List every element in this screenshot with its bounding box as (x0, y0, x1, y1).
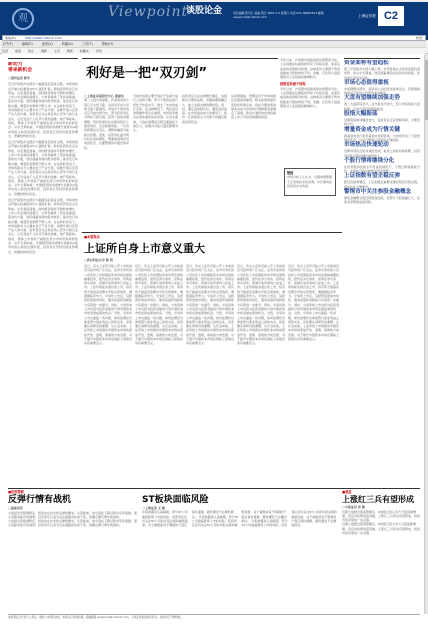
right-item (344, 127, 420, 143)
link-box-title: 链接 (287, 171, 294, 175)
right-item-body: 周二大盘探底回升，成交量有所放大，显示市场承接力量较强，后市有望延续强势格局。 (344, 102, 420, 111)
stop-button[interactable]: 停止 (27, 49, 34, 53)
right-item (344, 158, 420, 174)
link-box (284, 168, 336, 196)
right-item (344, 173, 420, 189)
right-item-title: 警惕市中关注参股金融概念 (344, 189, 412, 196)
bottom-right-author: □中原证券 张 刚 (342, 505, 365, 510)
bottom-right-title: 上涨红三兵有望形成 (342, 495, 414, 505)
right-item (344, 189, 420, 205)
left-body: 近日沪深股市在经历大幅震荡后逐步企稳，市场的热点开始从权重股向中小盘股扩散，新的投资机会正在形成。从宏观层面看，国内经济保持平稳较快增长，上市公司业绩持续提升，为市场提供了坚实的基础。流动性方面，居民储蓄持续向股市转移，基金发行持续火爆，增量资金源源不断入市。在这样的背景下，市场的新动力主要来自于产业升级、消费升级以及资产注入等方面。投资者应关注具有核心竞争力的行业龙头，以及受益于人民币升值的金融、地产等板块。同时，整体上市和资产重组也将为市场带来新的机会。从中长期来看，中国经济的持续增长将推动A股市场进入新的发展阶段，投资者应坚持价值投资理念，把握结构性机会。 (8, 82, 78, 138)
menu-edit[interactable]: 编辑(E) (21, 42, 33, 46)
menu-file[interactable]: 文件(F) (2, 42, 13, 46)
go-button[interactable]: 转到 (415, 36, 422, 40)
right-item-body: 周三沪深股市出现大幅下挫，市场普遍认为是资金面趋紧所致。但从中长期看，居民储蓄搬家的趋势仍将延续，资金面有望逐步趋松。 (344, 67, 420, 80)
left-body-repeat-2: 近日沪深股市在经历大幅震荡后逐步企稳，市场的热点开始从权重股向中小盘股扩散，新的投资机会正在形成。从宏观层面看，国内经济保持平稳较快增长，上市公司业绩持续提升，为市场提供了坚实的基础。流动性方面，居民储蓄持续向股市转移，基金发行持续火爆，增量资金源源不断入市。在这样的背景下，市场的新动力主要来自于产业升级、消费升级以及资产注入等方面。投资者应关注具有核心竞争力的行业龙头，以及受益于人民币升值的金融、地产等板块。同时，整体上市和资产重组也将为市场带来新的机会。从中长期来看，中国经济的持续增长将推动A股市场进入新的发展阶段，投资者应坚持价值投资理念，把握结构性机会。 (8, 198, 78, 254)
address-label: 地址(D) (5, 36, 16, 40)
menu-favorites[interactable]: 收藏(A) (61, 42, 73, 46)
mid-kicker: ■本版观点 (84, 235, 100, 239)
bottom-left-body: 大盘经过连续调整后，短线存在技术性反弹的要求。从量能看，成交量在下跌过程中有所萎缩，显示杀跌动能有所减弱。投资者可以适当关注超跌的优质个股，把握反弹行情中的战机。 (8, 510, 138, 519)
refresh-button[interactable]: 刷新 (40, 49, 47, 53)
bottom-right-story (342, 490, 420, 612)
right-item-body: 在市场整体估值水平较高的情况下，个股行情将继续分化，业绩优良的品种更受资金青睐。 (344, 164, 420, 174)
left-kicker: 新动力 (8, 62, 23, 67)
main-col1: 周二大盘出现深跌，沪深两市的个股几乎全线下跌，这是近年来少见的全面下跌情况。市场对于利好的反应开始出现分化，部分投资者认为利好已经兑现，获利了结的意愿增强。利好政策往往在推动股价上涨的同时，也会积累风险，一旦市场预期发生变化，调整的幅度可能超出预期。因此，投资者在面对利好时应保持理性，既要看到利好带来的机会，也要警惕其中蕴含的风险。 (84, 98, 130, 150)
right-item-body: 经过连续调整后，上证指数在重要支撑位附近有望企稳，短线存在反弹要求。 (344, 180, 420, 189)
main-headline: 利好是一把“双刃剑” (86, 66, 208, 81)
bottom-rule (8, 488, 420, 489)
main-story (82, 94, 278, 226)
main-col5-cont: 今年以来，沪深两市指数表现出现明显分化。上证指数在权重股的带动下持续走强，而深证成指的表现相对较弱。这种差异主要源于两市指数成分股结构的不同，金融、石化等大盘蓝筹股对上证指数的影响较大。 (280, 86, 340, 108)
mid-author: □武汉科技大学 陈 明 (84, 258, 113, 262)
bottom-right-body: 近期大盘经过震荡整理后，K线组合显示多方力量逐渐增强，若后市能够放量突破，上涨红三兵形态有望形成，短线市场有望进一步走强。 (342, 509, 420, 523)
main-subhead: 指数差异源于结构 (280, 82, 306, 87)
right-item-title: 股指大幅振荡 (344, 111, 378, 118)
bottom-left-body-cont: 大盘经过连续调整后，短线存在技术性反弹的要求。从量能看，成交量在下跌过程中有所萎缩，显示杀跌动能有所减弱。投资者可以适当关注超跌的优质个股，把握反弹行情中的战机。 (8, 519, 138, 528)
bottom-mid-story (142, 490, 338, 612)
mid-col4: 近日，有关上证所可能公开上市的消息引起市场广泛关注。证券交易所的公司化和上市是国际资本市场发展的重要趋势，纽约证券交易所、伦敦证券交易所、香港交易所等均已完成上市。上证所如能实现自身上市，将有利于提高其治理水平和运营效率，增强国际竞争力。交易所上市后，其经营将更加市场化，服务质量和创新能力有望进一步提升。同时，交易所的上市也将为投资者提供分享中国资本市场发展成果的机会。当然，交易所上市也面临一些问题，如何处理好自律监管与商业利益之间的关系，是需要认真研究的课题。从长远来看，上证所的上市将推动中国资本市场向更加开放、透明、高效的方向发展，对于提升中国资本市场在国际上的地位具有重要意义。 (237, 264, 285, 346)
main-col3: 投资者应关注业绩增长确定、估值相对合理的品种，回避前期涨幅过大、缺乏业绩支撑的题材股。同时，要注意控制仓位，避免盲目追高。在市场波动加大的情况下，保持一定的现金头寸有助于把握后续的投资机会。 (182, 94, 228, 124)
viewpoint-logo-icon: 观 (12, 8, 34, 30)
mid-col2: 近日，有关上证所可能公开上市的消息引起市场广泛关注。证券交易所的公司化和上市是国际资本市场发展的重要趋势，纽约证券交易所、伦敦证券交易所、香港交易所等均已完成上市。上证所如能实现自身上市，将有利于提高其治理水平和运营效率，增强国际竞争力。交易所上市后，其经营将更加市场化，服务质量和创新能力有望进一步提升。同时，交易所的上市也将为投资者提供分享中国资本市场发展成果的机会。当然，交易所上市也面临一些问题，如何处理好自律监管与商业利益之间的关系，是需要认真研究的课题。从长远来看，上证所的上市将推动中国资本市场向更加开放、透明、高效的方向发展，对于提升中国资本市场在国际上的地位具有重要意义。 (135, 264, 183, 346)
main-col2: 当前市场的主要矛盾在于估值与成长之间的平衡。部分个股的估值已经处于较高水平，透支了未来的成长空间。在这种情况下，利好消息的刺激作用正在减弱，市场更多地关注基本面的实际改善。从技术面看，大盘在前期高点附近面临较大的压力，短期内可能以震荡整理为主。 (133, 94, 179, 133)
main-rule (82, 58, 278, 59)
bottom-mid-author: □上海证券 王 刚 (142, 506, 165, 510)
editor-info: 责任编辑 陈可忆 美编 郭红 2007.3.4 星期日 电话 021-38967813 邮箱 viewpoint@cnstock.com (233, 11, 324, 19)
bottom-mid-body-text-3: 年报披露进入高峰期，部分ST公司面临暂停上市的风险。投资者应密切关注ST公司的年报业绩和重组进展，对于重组前景不明朗的个股应保持谨慎，避免遭受不必要的损失。 (241, 510, 337, 528)
right-item-body: 近期股指波动幅度加大，投资者应注意控制风险，合理安排仓位。 (344, 118, 420, 127)
back-button[interactable]: 后退 (2, 49, 9, 53)
main-author: □上海证券报研究中心 姜春生 (84, 94, 124, 98)
menu-tools[interactable]: 工具(T) (81, 42, 93, 46)
right-item-body: 近期市场热点轮动速度加快，板块之间的切换频繁，投资者追涨杀跌的操作难度加大。 (344, 149, 420, 158)
right-item (344, 142, 420, 158)
favorites-button[interactable]: 收藏夹 (79, 49, 89, 53)
mid-col3: 近日，有关上证所可能公开上市的消息引起市场广泛关注。证券交易所的公司化和上市是国际资本市场发展的重要趋势，纽约证券交易所、伦敦证券交易所、香港交易所等均已完成上市。上证所如能实现自身上市，将有利于提高其治理水平和运营效率，增强国际竞争力。交易所上市后，其经营将更加市场化，服务质量和创新能力有望进一步提升。同时，交易所的上市也将为投资者提供分享中国资本市场发展成果的机会。当然，交易所上市也面临一些问题，如何处理好自律监管与商业利益之间的关系，是需要认真研究的课题。从长远来看，上证所的上市将推动中国资本市场向更加开放、透明、高效的方向发展，对于提升中国资本市场在国际上的地位具有重要意义。 (186, 264, 234, 346)
right-item-title: 资金面将有望趋松 (344, 60, 389, 66)
left-author: □银河证券 陈华 (8, 76, 30, 80)
section-title: 谈股论金 (186, 6, 223, 16)
main-col5: 今年以来，沪深两市指数表现出现明显分化。上证指数在权重股的带动下持续走强，而深证成指的表现相对较弱。这种差异主要源于两市指数成分股结构的不同，金融、石化等大盘蓝筹股对上证指数的影响较大。 (280, 58, 340, 80)
main-side (280, 58, 340, 228)
right-rule (344, 58, 420, 59)
left-body-repeat: 近日沪深股市在经历大幅震荡后逐步企稳，市场的热点开始从权重股向中小盘股扩散，新的投资机会正在形成。从宏观层面看，国内经济保持平稳较快增长，上市公司业绩持续提升，为市场提供了坚实的基础。流动性方面，居民储蓄持续向股市转移，基金发行持续火爆，增量资金源源不断入市。在这样的背景下，市场的新动力主要来自于产业升级、消费升级以及资产注入等方面。投资者应关注具有核心竞争力的行业龙头，以及受益于人民币升值的金融、地产等板块。同时，整体上市和资产重组也将为市场带来新的机会。从中长期来看，中国经济的持续增长将推动A股市场进入新的发展阶段，投资者应坚持价值投资理念，把握结构性机会。 (8, 140, 78, 196)
bottom-left-kicker: ■投资策略 (8, 490, 24, 494)
menu-view[interactable]: 查看(V) (41, 42, 53, 46)
menu-help[interactable]: 帮助(H) (101, 42, 113, 46)
right-item-title: 市场热点快速轮动 (344, 142, 389, 149)
main-col4: 从政策面看，管理层对于市场的稳定发展高度重视，相关政策将保持连续性和稳定性。股权分置改革的基本完成为市场的长期健康发展奠定了基础，新会计准则的实施将提高上市公司信息披露的质量。 (231, 94, 277, 120)
link-box-body: 市场分析人士认为，近期的调整属于正常的技术性回调，中长期向好的趋势并未改变。 (287, 175, 333, 188)
page-number: C2 (378, 6, 404, 26)
right-item-body: 市场调整过程中，投资者心态的变化值得关注，恐慌情绪的蔓延可能放大市场的波动幅度。 (344, 86, 420, 96)
forward-button[interactable]: 前进 (14, 49, 21, 53)
search-button[interactable]: 搜索 (66, 49, 73, 53)
address-input[interactable]: http://www.cnstock.com/ (25, 36, 63, 40)
bottom-right-body-cont: 近期大盘经过震荡整理后，K线组合显示多方力量逐渐增强，若后市能够放量突破，上涨红三兵形态有望形成，短线市场有望进一步走强。 (342, 522, 420, 535)
left-rule (8, 58, 78, 59)
right-item (344, 95, 420, 111)
right-item-body: 新基金的发行和老基金的持续营销，为市场带来了大量的增量资金，这是行情得以延续的关键因素。 (344, 133, 420, 142)
right-item (344, 60, 420, 80)
bottom-mid-body-text: 年报披露进入高峰期，部分ST公司面临暂停上市的风险。投资者应密切关注ST公司的年报业绩和重组进展，对于重组前景不明朗的个股应保持谨慎，避免遭受不必要的损失。 (142, 510, 234, 528)
bottom-left-story (8, 490, 138, 612)
home-button[interactable]: 主页 (53, 49, 60, 53)
right-item-title: 增量资金成为行情关键 (344, 126, 400, 133)
right-item-title: 大盘有望继续加强走势 (344, 95, 400, 102)
bottom-mid-body (142, 510, 338, 527)
history-button[interactable]: 历史 (95, 49, 102, 53)
mid-rule (82, 232, 342, 233)
bottom-mid-title: ST板块面临风险 (142, 495, 209, 505)
bottom-right-kicker: ■看盘 (342, 490, 352, 494)
mid-col1: 近日，有关上证所可能公开上市的消息引起市场广泛关注。证券交易所的公司化和上市是国际资本市场发展的重要趋势，纽约证券交易所、伦敦证券交易所、香港交易所等均已完成上市。上证所如能实现自身上市，将有利于提高其治理水平和运营效率，增强国际竞争力。交易所上市后，其经营将更加市场化，服务质量和创新能力有望进一步提升。同时，交易所的上市也将为投资者提供分享中国资本市场发展成果的机会。当然，交易所上市也面临一些问题，如何处理好自律监管与商业利益之间的关系，是需要认真研究的课题。从长远来看，上证所的上市将推动中国资本市场向更加开放、透明、高效的方向发展，对于提升中国资本市场在国际上的地位具有重要意义。 (84, 264, 132, 346)
right-item-title: 上证指数有望企稳反弹 (344, 173, 400, 180)
right-item-title: 市场心态值得重视 (344, 79, 389, 86)
bottom-mid-body-text-2: 年报披露进入高峰期，部分ST公司面临暂停上市的风险。投资者应密切关注ST公司的年报业绩和重组进展，对于重组前景不明朗的个股应保持谨慎，避免遭受不必要的损失。 (191, 510, 287, 528)
right-item-body: 参股金融概念股近期表现活跃，但部分个股涨幅已大，投资者需警惕追高风险。 (344, 196, 420, 205)
paper-name: 上海证券报 (358, 14, 376, 18)
bottom-left-title: 反弹行情有战机 (8, 495, 72, 506)
bottom-left-author: □国泰君安 (8, 506, 23, 511)
mid-headline: 上证所自身上市意义重大 (84, 242, 205, 255)
browser-window (0, 0, 428, 54)
right-column (344, 60, 420, 420)
vertical-scrollbar[interactable] (424, 54, 428, 614)
left-title: 带来新机会 (8, 68, 32, 73)
right-item-title: 个股行情将继续分化 (344, 157, 395, 164)
right-item (344, 111, 420, 127)
mid-col5: 近日，有关上证所可能公开上市的消息引起市场广泛关注。证券交易所的公司化和上市是国际资本市场发展的重要趋势，纽约证券交易所、伦敦证券交易所、香港交易所等均已完成上市。上证所如能实现自身上市，将有利于提高其治理水平和运营效率，增强国际竞争力。交易所上市后，其经营将更加市场化，服务质量和创新能力有望进一步提升。同时，交易所的上市也将为投资者提供分享中国资本市场发展成果的机会。当然，交易所上市也面临一些问题，如何处理好自律监管与商业利益之间的关系，是需要认真研究的课题。从长远来看，上证所的上市将推动中国资本市场向更加开放、透明、高效的方向发展，对于提升中国资本市场在国际上的地位具有重要意义。 (288, 264, 340, 342)
brand-word: Viewpoint (108, 4, 189, 20)
page-footer: 本版观点仅代表个人观点，据此入市风险自担。本版文章欢迎投稿，投稿邮箱 viewpoint@cnstock.com，上海证券报社版权所有，未经许可不得转载。 (8, 614, 420, 620)
right-item (344, 80, 420, 96)
toolbar (2, 47, 426, 54)
mid-story (82, 264, 342, 422)
address-bar (2, 35, 426, 41)
